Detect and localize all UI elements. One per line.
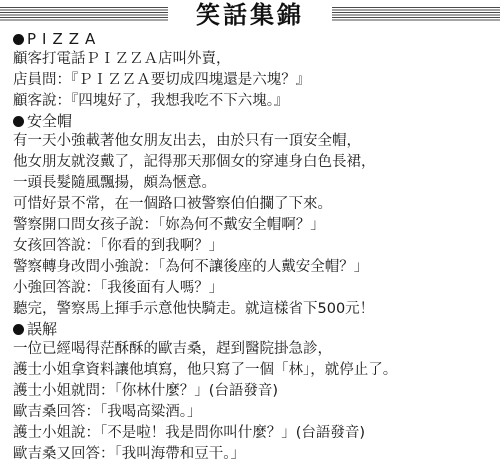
page-header (0, 0, 500, 30)
joke-line: 一位已經喝得茫酥酥的歐吉桑，趕到醫院掛急診， (13, 341, 332, 357)
joke-line: 歐吉桑又回答：「我叫海帶和豆干。」 (13, 446, 245, 462)
joke-line: 聽完，警察馬上揮手示意他快騎走。就這樣省下500元！ (13, 301, 375, 317)
section-title: PIZZA (27, 30, 102, 48)
section-heading (13, 112, 498, 131)
joke-line: 護士小姐就問：「你林什麼？」(台語發音) (13, 383, 279, 399)
joke-line: 一頭長髮隨風飄揚，頗為愜意。 (13, 175, 216, 191)
section-heading (13, 320, 498, 339)
joke-section-misunderstanding (13, 320, 498, 465)
section-title: 誤解 (27, 320, 58, 338)
joke-line: 有一天小強載著他女朋友出去，由於只有一頂安全帽， (13, 133, 361, 149)
bullet-dot-icon (13, 324, 24, 335)
joke-line: 護士小姐說：「不是啦！我是問你叫什麼？」(台語發音) (13, 425, 366, 441)
joke-line: 顧客說：『四塊好了，我想我吃不下六塊。』 (13, 93, 289, 109)
joke-section-pizza (13, 30, 498, 112)
joke-line: 他女朋友就沒戴了，記得那天那個女的穿連身白色長裙， (13, 154, 376, 170)
joke-line: 店員問：『ＰＩＺＺＡ要切成四塊還是六塊？』 (13, 72, 311, 88)
joke-line: 女孩回答說：「你看的到我啊？」 (13, 238, 224, 254)
joke-line: 警察開口問女孩子說：「妳為何不戴安全帽啊？」 (13, 217, 325, 233)
jokes-content (13, 30, 498, 465)
bullet-dot-icon (13, 116, 24, 127)
joke-line: 護士小姐拿資料讓他填寫，他只寫了一個「林」，就停止了。 (13, 362, 398, 378)
section-heading (13, 30, 498, 49)
joke-line: 顧客打電話ＰＩＺＺＡ店叫外賣， (13, 51, 231, 67)
bullet-dot-icon (13, 34, 24, 45)
header-title-box (168, 0, 332, 30)
joke-section-helmet (13, 112, 498, 320)
joke-line: 歐吉桑回答：「我喝高粱酒。」 (13, 404, 202, 420)
section-title: 安全帽 (27, 112, 73, 130)
joke-line: 可惜好景不常，在一個路口被警察伯伯攔了下來。 (13, 196, 332, 212)
joke-line: 警察轉身改問小強說：「為何不讓後座的人戴安全帽？」 (13, 259, 369, 275)
joke-line: 小強回答說：「我後面有人嗎？」 (13, 280, 224, 296)
page-title: 笑話集錦 (196, 1, 304, 29)
